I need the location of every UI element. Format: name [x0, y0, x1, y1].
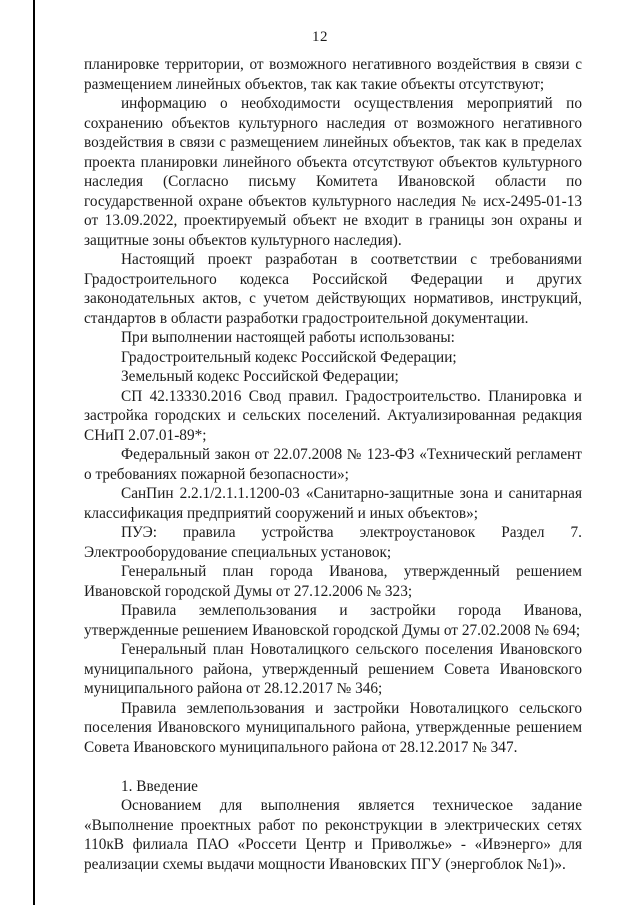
list-item-paragraph: СанПин 2.2.1/2.1.1.1200-03 «Санитарно-защитные зона и санитарная классификация предприятий сооружений и иных объектов»;: [84, 485, 582, 522]
page-number: 12: [312, 29, 328, 45]
list-item-paragraph: Градостроительный кодекс Российской Федерации;: [121, 348, 457, 366]
paragraph: информацию о необходимости осуществления мероприятий по сохранению объектов культурного наследия от возможного негативного воздействия в связи с размещением линейных объектов, так как в пределах проекта планировки линейного объекта отсутствуют объектов культурного наследия (Согласно письму Комитета Ивановской области по государственной охране объектов культурного наследия № исх-2495-01-13 от 13.09.2022, проектируемый объект не входит в границы зон охраны и защитные зоны объектов культурного наследия).: [84, 95, 582, 249]
list-item-paragraph: Генеральный план Новоталицкого сельского поселения Ивановского муниципального района, утвержденный решением Совета Ивановского муниципального района от 28.12.2017 № 346;: [84, 641, 582, 697]
list-item-paragraph: Федеральный закон от 22.07.2008 № 123-ФЗ «Технический регламент о требованиях пожарной безопасности»;: [84, 446, 582, 483]
list-item-paragraph: СП 42.13330.2016 Свод правил. Градостроительство. Планировка и застройка городских и сельских поселений. Актуализированная редакция СНиП 2.07.01-89*;: [84, 387, 582, 444]
intro-paragraph: Основанием для выполнения является техническое задание «Выполнение проектных работ по реконструкции в электрических сетях 110кВ филиала ПАО «Россети Центр и Приволжье» - «Ивэнерго» для реализации схемы выдачи мощности Ивановских ПГУ (энергоблок №1)».: [84, 797, 582, 873]
list-item-paragraph: Земельный кодекс Российской Федерации;: [121, 368, 399, 385]
section-heading: 1. Введение: [121, 777, 198, 795]
list-item-paragraph: ПУЭ: правила устройства электроустановок Раздел 7. Электрооборудование специальных установок;: [84, 524, 582, 561]
list-item-paragraph: Правила землепользования и застройки города Иванова, утвержденные решением Ивановской городской Думы от 27.02.2008 № 694;: [84, 602, 582, 639]
list-item-paragraph: Генеральный план города Иванова, утвержденный решением Ивановской городской Думы от 27.12.2006 № 323;: [84, 563, 582, 600]
paragraph: Настоящий проект разработан в соответствии с требованиями Градостроительного кодекса Российской Федерации и других законодательных актов, с учетом действующих нормативов, инструкций, стандартов в области разработки градостроительной документации.: [84, 251, 582, 327]
list-item-paragraph: Правила землепользования и застройки Новоталицкого сельского поселения Ивановского муниципального района, утвержденные решением Совета Ивановского муниципального района от 28.12.2017 № 347.: [84, 699, 582, 756]
paragraph: При выполнении настоящей работы использованы:: [121, 329, 455, 346]
scan-border-line: [33, 0, 35, 905]
body-text: [84, 55, 582, 874]
paragraph: планировке территории, от возможного негативного воздействия в связи с размещением линейных объектов, так как такие объекты отсутствуют;: [84, 56, 582, 93]
